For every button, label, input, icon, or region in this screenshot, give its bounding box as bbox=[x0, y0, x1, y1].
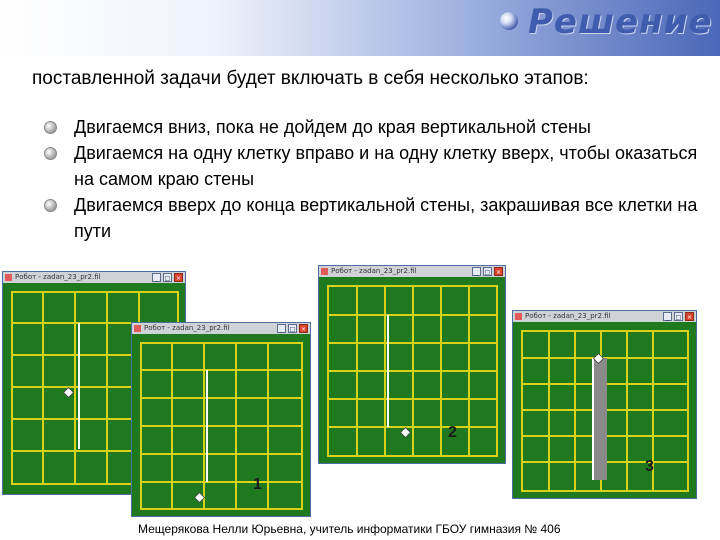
list-item bbox=[40, 192, 700, 244]
robot-window-step-1[interactable] bbox=[131, 322, 311, 517]
step-number: 3 bbox=[645, 458, 654, 475]
robot-field bbox=[513, 322, 696, 498]
maximize-button[interactable]: □ bbox=[484, 269, 491, 276]
bullet-orb-icon bbox=[500, 12, 518, 30]
list-item-text: Двигаемся вверх до конца вертикальной стены, закрашивая все клетки на пути bbox=[74, 195, 698, 241]
maximize-button[interactable]: □ bbox=[289, 326, 296, 333]
bullet-icon bbox=[44, 199, 57, 212]
robot-window-step-3[interactable] bbox=[512, 310, 697, 499]
step-number: 1 bbox=[253, 476, 262, 493]
slide-footer: Мещерякова Нелли Юрьевна, учитель информатики ГБОУ гимназия № 406 bbox=[138, 522, 561, 536]
close-button[interactable]: × bbox=[495, 269, 502, 276]
close-button[interactable]: × bbox=[300, 326, 307, 333]
window-title: Робот - zadan_23_pr2.fil bbox=[331, 267, 417, 275]
list-item bbox=[40, 114, 700, 140]
window-titlebar[interactable] bbox=[3, 272, 185, 283]
step-number: 2 bbox=[448, 424, 457, 441]
step-list bbox=[40, 114, 700, 244]
minimize-button[interactable]: _ bbox=[663, 312, 672, 321]
robot-icon bbox=[401, 428, 411, 438]
list-item bbox=[40, 140, 700, 192]
bullet-icon bbox=[44, 121, 57, 134]
robot-app-icon bbox=[5, 274, 12, 281]
robot-icon bbox=[195, 493, 205, 503]
slide-subtitle: поставленной задачи будет включать в себя несколько этапов: bbox=[32, 68, 589, 89]
slide-title: Решение bbox=[528, 2, 713, 42]
robot-app-icon bbox=[321, 268, 328, 275]
robot-icon bbox=[64, 388, 74, 398]
robot-app-icon bbox=[134, 325, 141, 332]
robot-field bbox=[319, 277, 505, 463]
robot-field bbox=[132, 334, 310, 516]
close-button[interactable]: × bbox=[686, 314, 693, 321]
bullet-icon bbox=[44, 147, 57, 160]
window-title: Робот - zadan_23_pr2.fil bbox=[525, 312, 611, 320]
minimize-button[interactable]: _ bbox=[277, 324, 286, 333]
minimize-button[interactable]: _ bbox=[472, 267, 481, 276]
window-title: Робот - zadan_23_pr2.fil bbox=[15, 273, 101, 281]
window-titlebar[interactable] bbox=[513, 311, 696, 322]
maximize-button[interactable]: □ bbox=[675, 314, 682, 321]
maximize-button[interactable]: □ bbox=[164, 275, 171, 282]
window-title: Робот - zadan_23_pr2.fil bbox=[144, 324, 230, 332]
minimize-button[interactable]: _ bbox=[152, 273, 161, 282]
window-titlebar[interactable] bbox=[319, 266, 505, 277]
close-button[interactable]: × bbox=[175, 275, 182, 282]
list-item-text: Двигаемся на одну клетку вправо и на одну клетку вверх, чтобы оказаться на самом краю стены bbox=[74, 143, 698, 189]
robot-app-icon bbox=[515, 313, 522, 320]
window-titlebar[interactable] bbox=[132, 323, 310, 334]
painted-cells bbox=[593, 358, 607, 480]
list-item-text: Двигаемся вниз, пока не дойдем до края вертикальной стены bbox=[74, 117, 591, 137]
robot-window-step-2[interactable] bbox=[318, 265, 506, 464]
